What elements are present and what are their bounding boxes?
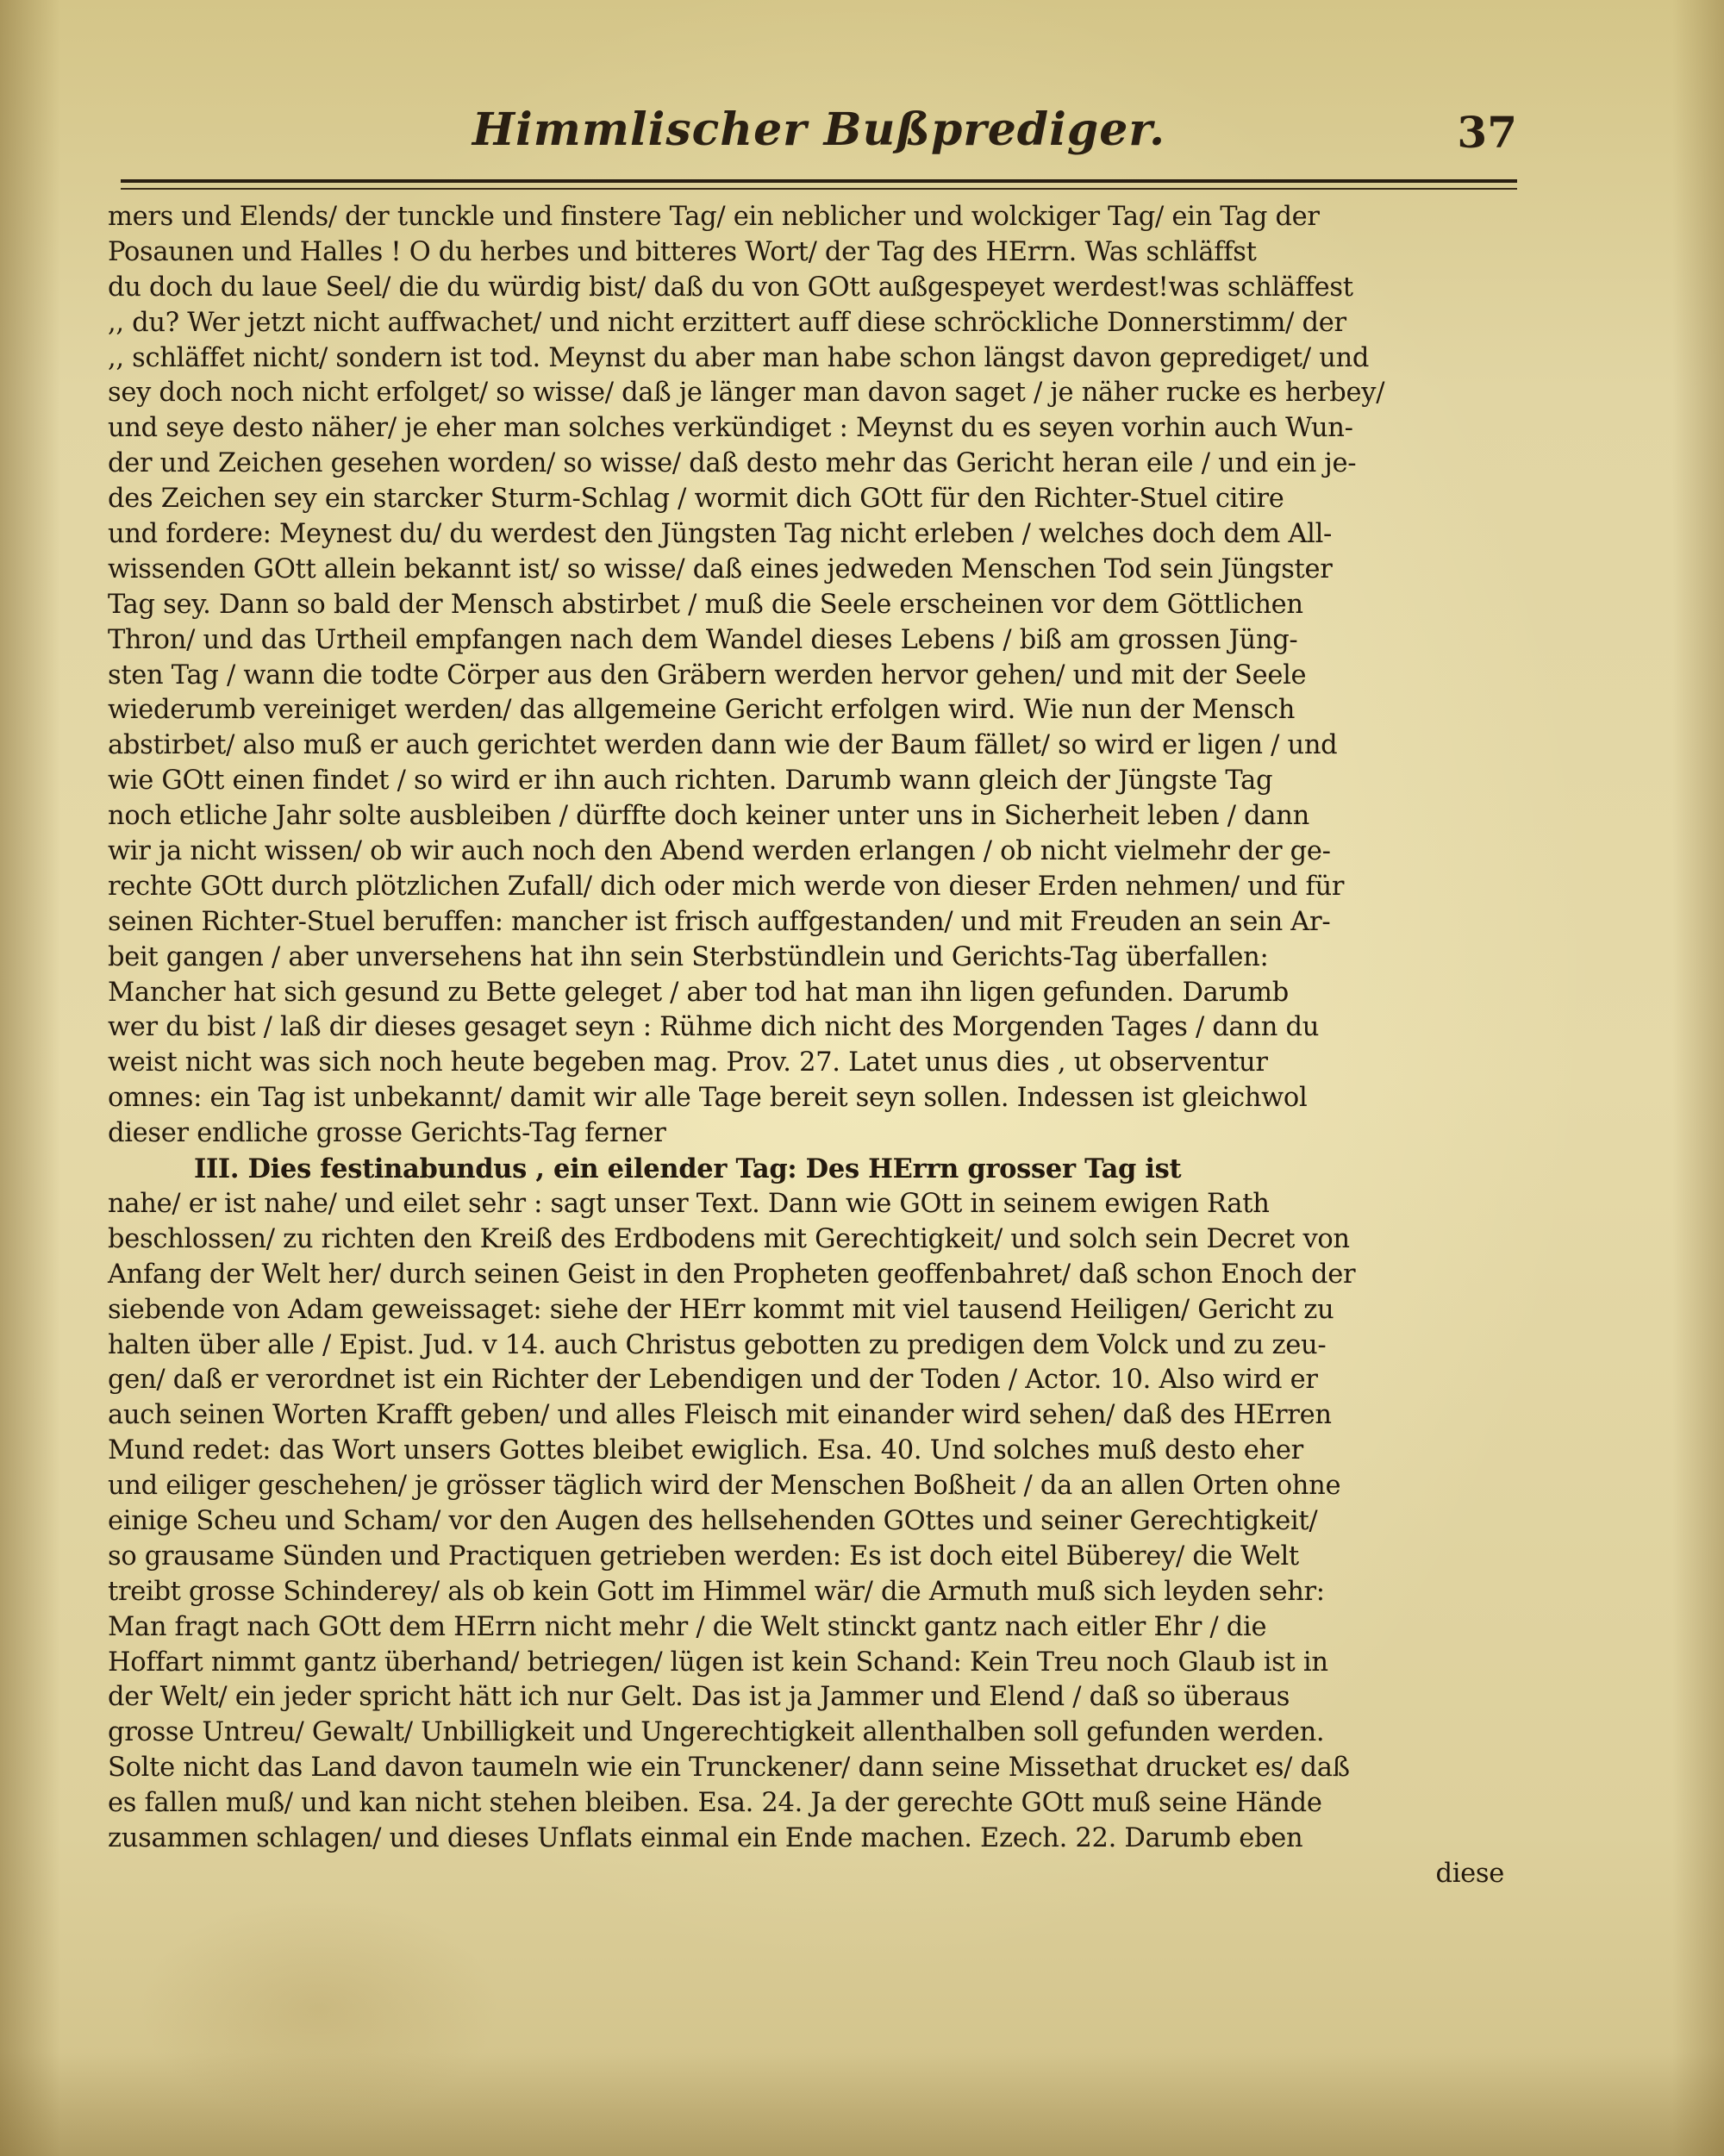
text-line: auch seinen Worten Krafft geben/ und alles Fleisch mit einander wird sehen/ daß des HErren [108,1400,1332,1431]
text-line: abstirbet/ also muß er auch gerichtet werden dann wie der Baum fället/ so wird er ligen / und [108,730,1338,761]
header-rule [121,179,1517,190]
text-line: weist nicht was sich noch heute begeben mag. Prov. 27. Latet unus dies , ut observentur [108,1047,1268,1078]
text-line: und seye desto näher/ je eher man solches verkündiget : Meynst du es seyen vorhin auch Wun- [108,413,1353,444]
text-line: der und Zeichen gesehen worden/ so wisse/ daß desto mehr das Gericht heran eile / und ein je- [108,448,1357,479]
text-line: treibt grosse Schinderey/ als ob kein Gott im Himmel wär/ die Armuth muß sich leyden sehr: [108,1576,1325,1607]
text-line: Posaunen und Halles ! O du herbes und bitteres Wort/ der Tag des HErrn. Was schläffst [108,236,1257,267]
text-line: des Zeichen sey ein starcker Sturm-Schlag / wormit dich GOtt für den Richter-Stuel citire [108,484,1284,515]
running-title: Himmlischer Bußprediger. [472,103,1166,156]
text-line: mers und Elends/ der tunckle und finstere Tag/ ein neblicher und wolckiger Tag/ ein Tag der [108,202,1320,232]
page-edge-shadow-right [1672,0,1724,2156]
page-number: 37 [1457,107,1517,158]
text-line: wissenden GOtt allein bekannt ist/ so wisse/ daß eines jedweden Menschen Tod sein Jüngster [108,553,1333,584]
text-line: dieser endliche grosse Gerichts-Tag ferner [108,1118,666,1149]
text-line: siebende von Adam geweissaget: siehe der HErr kommt mit viel tausend Heiligen/ Gericht zu [108,1294,1334,1325]
text-line: Tag sey. Dann so bald der Mensch abstirbet / muß die Seele erscheinen vor dem Göttlichen [108,589,1303,620]
text-line: sey doch noch nicht erfolget/ so wisse/ daß je länger man davon saget / je näher rucke es herbey/ [108,378,1385,409]
text-line: wir ja nicht wissen/ ob wir auch noch den Abend werden erlangen / ob nicht vielmehr der ge- [108,836,1331,867]
text-line: beit gangen / aber unversehens hat ihn sein Sterbstündlein und Gerichts-Tag überfallen: [108,941,1269,972]
text-line: nahe/ er ist nahe/ und eilet sehr : sagt unser Text. Dann wie GOtt in seinem ewigen Rath [108,1188,1270,1219]
body-text [108,200,1513,1892]
text-line: ,, du? Wer jetzt nicht auffwachet/ und nicht erzittert auff diese schröckliche Donnerstimm/ der [108,307,1346,338]
catchword: diese [1435,1858,1504,1889]
section-heading-line: III. Dies festinabundus , ein eilender Tag: Des HErrn grosser Tag ist [194,1153,1182,1185]
text-line: wiederumb vereiniget werden/ das allgemeine Gericht erfolgen wird. Wie nun der Mensch [108,695,1296,726]
text-line: Hoffart nimmt gantz überhand/ betriegen/ lügen ist kein Schand: Kein Treu noch Glaub ist in [108,1647,1328,1678]
page-header [121,103,1517,172]
paper-stain [138,1897,500,2121]
text-line: wie GOtt einen findet / so wird er ihn auch richten. Darumb wann gleich der Jüngste Tag [108,766,1273,797]
text-line: noch etliche Jahr solte ausbleiben / dürffte doch keiner unter uns in Sicherheit leben / dann [108,801,1309,832]
page-edge-shadow-left [0,0,60,2156]
text-line: es fallen muß/ und kan nicht stehen bleiben. Esa. 24. Ja der gerechte GOtt muß seine Hände [108,1788,1322,1819]
text-line: der Welt/ ein jeder spricht hätt ich nur Gelt. Das ist ja Jammer und Elend / daß so überaus [108,1682,1290,1713]
text-line: Thron/ und das Urtheil empfangen nach dem Wandel dieses Lebens / biß am grossen Jüng- [108,624,1298,655]
text-line: seinen Richter-Stuel beruffen: mancher ist frisch auffgestanden/ und mit Freuden an sein Ar- [108,906,1331,937]
text-line: und eiliger geschehen/ je grösser täglich wird der Menschen Boßheit / da an allen Orten ohne [108,1471,1341,1502]
text-line: Mancher hat sich gesund zu Bette geleget / aber tod hat man ihn ligen gefunden. Darumb [108,977,1289,1008]
text-line: so grausame Sünden und Practiquen getrieben werden: Es ist doch eitel Büberey/ die Welt [108,1540,1299,1572]
text-line: sten Tag / wann die todte Cörper aus den Gräbern werden hervor gehen/ und mit der Seele [108,659,1307,691]
text-line: zusammen schlagen/ und dieses Unflats einmal ein Ende machen. Ezech. 22. Darumb eben [108,1822,1303,1853]
text-line: du doch du laue Seel/ die du würdig bist/ daß du von GOtt außgespeyet werdest!was schläffest [108,272,1353,303]
text-line: beschlossen/ zu richten den Kreiß des Erdbodens mit Gerechtigkeit/ und solch sein Decret von [108,1223,1350,1254]
text-line: Solte nicht das Land davon taumeln wie ein Trunckener/ dann seine Missethat drucket es/ daß [108,1753,1350,1784]
text-line: omnes: ein Tag ist unbekannt/ damit wir alle Tage bereit seyn sollen. Indessen ist gleichwol [108,1083,1308,1114]
text-line: Man fragt nach GOtt dem HErrn nicht mehr / die Welt stinckt gantz nach eitler Ehr / die [108,1611,1267,1642]
text-line: halten über alle / Epist. Jud. v 14. auch Christus gebotten zu predigen dem Volck und zu zeu- [108,1329,1327,1360]
text-line: Mund redet: das Wort unsers Gottes bleibet ewiglich. Esa. 40. Und solches muß desto eher [108,1435,1303,1466]
text-line: ,, schläffet nicht/ sondern ist tod. Meynst du aber man habe schon längst davon geprediget/ und [108,342,1370,373]
text-line: gen/ daß er verordnet ist ein Richter der Lebendigen und der Toden / Actor. 10. Also wird er [108,1365,1318,1396]
text-line: wer du bist / laß dir dieses gesaget seyn : Rühme dich nicht des Morgenden Tages / dann du [108,1012,1320,1043]
text-line: Anfang der Welt her/ durch seinen Geist in den Propheten geoffenbahret/ daß schon Enoch der [108,1259,1356,1290]
text-line: grosse Untreu/ Gewalt/ Unbilligkeit und Ungerechtigkeit allenthalben soll gefunden werden. [108,1717,1325,1748]
text-line: einige Scheu und Scham/ vor den Augen des hellsehenden GOttes und seiner Gerechtigkeit/ [108,1505,1318,1536]
text-line: und fordere: Meynest du/ du werdest den Jüngsten Tag nicht erleben / welches doch dem All- [108,519,1333,550]
text-line: rechte GOtt durch plötzlichen Zufall/ dich oder mich werde von dieser Erden nehmen/ und für [108,871,1345,902]
